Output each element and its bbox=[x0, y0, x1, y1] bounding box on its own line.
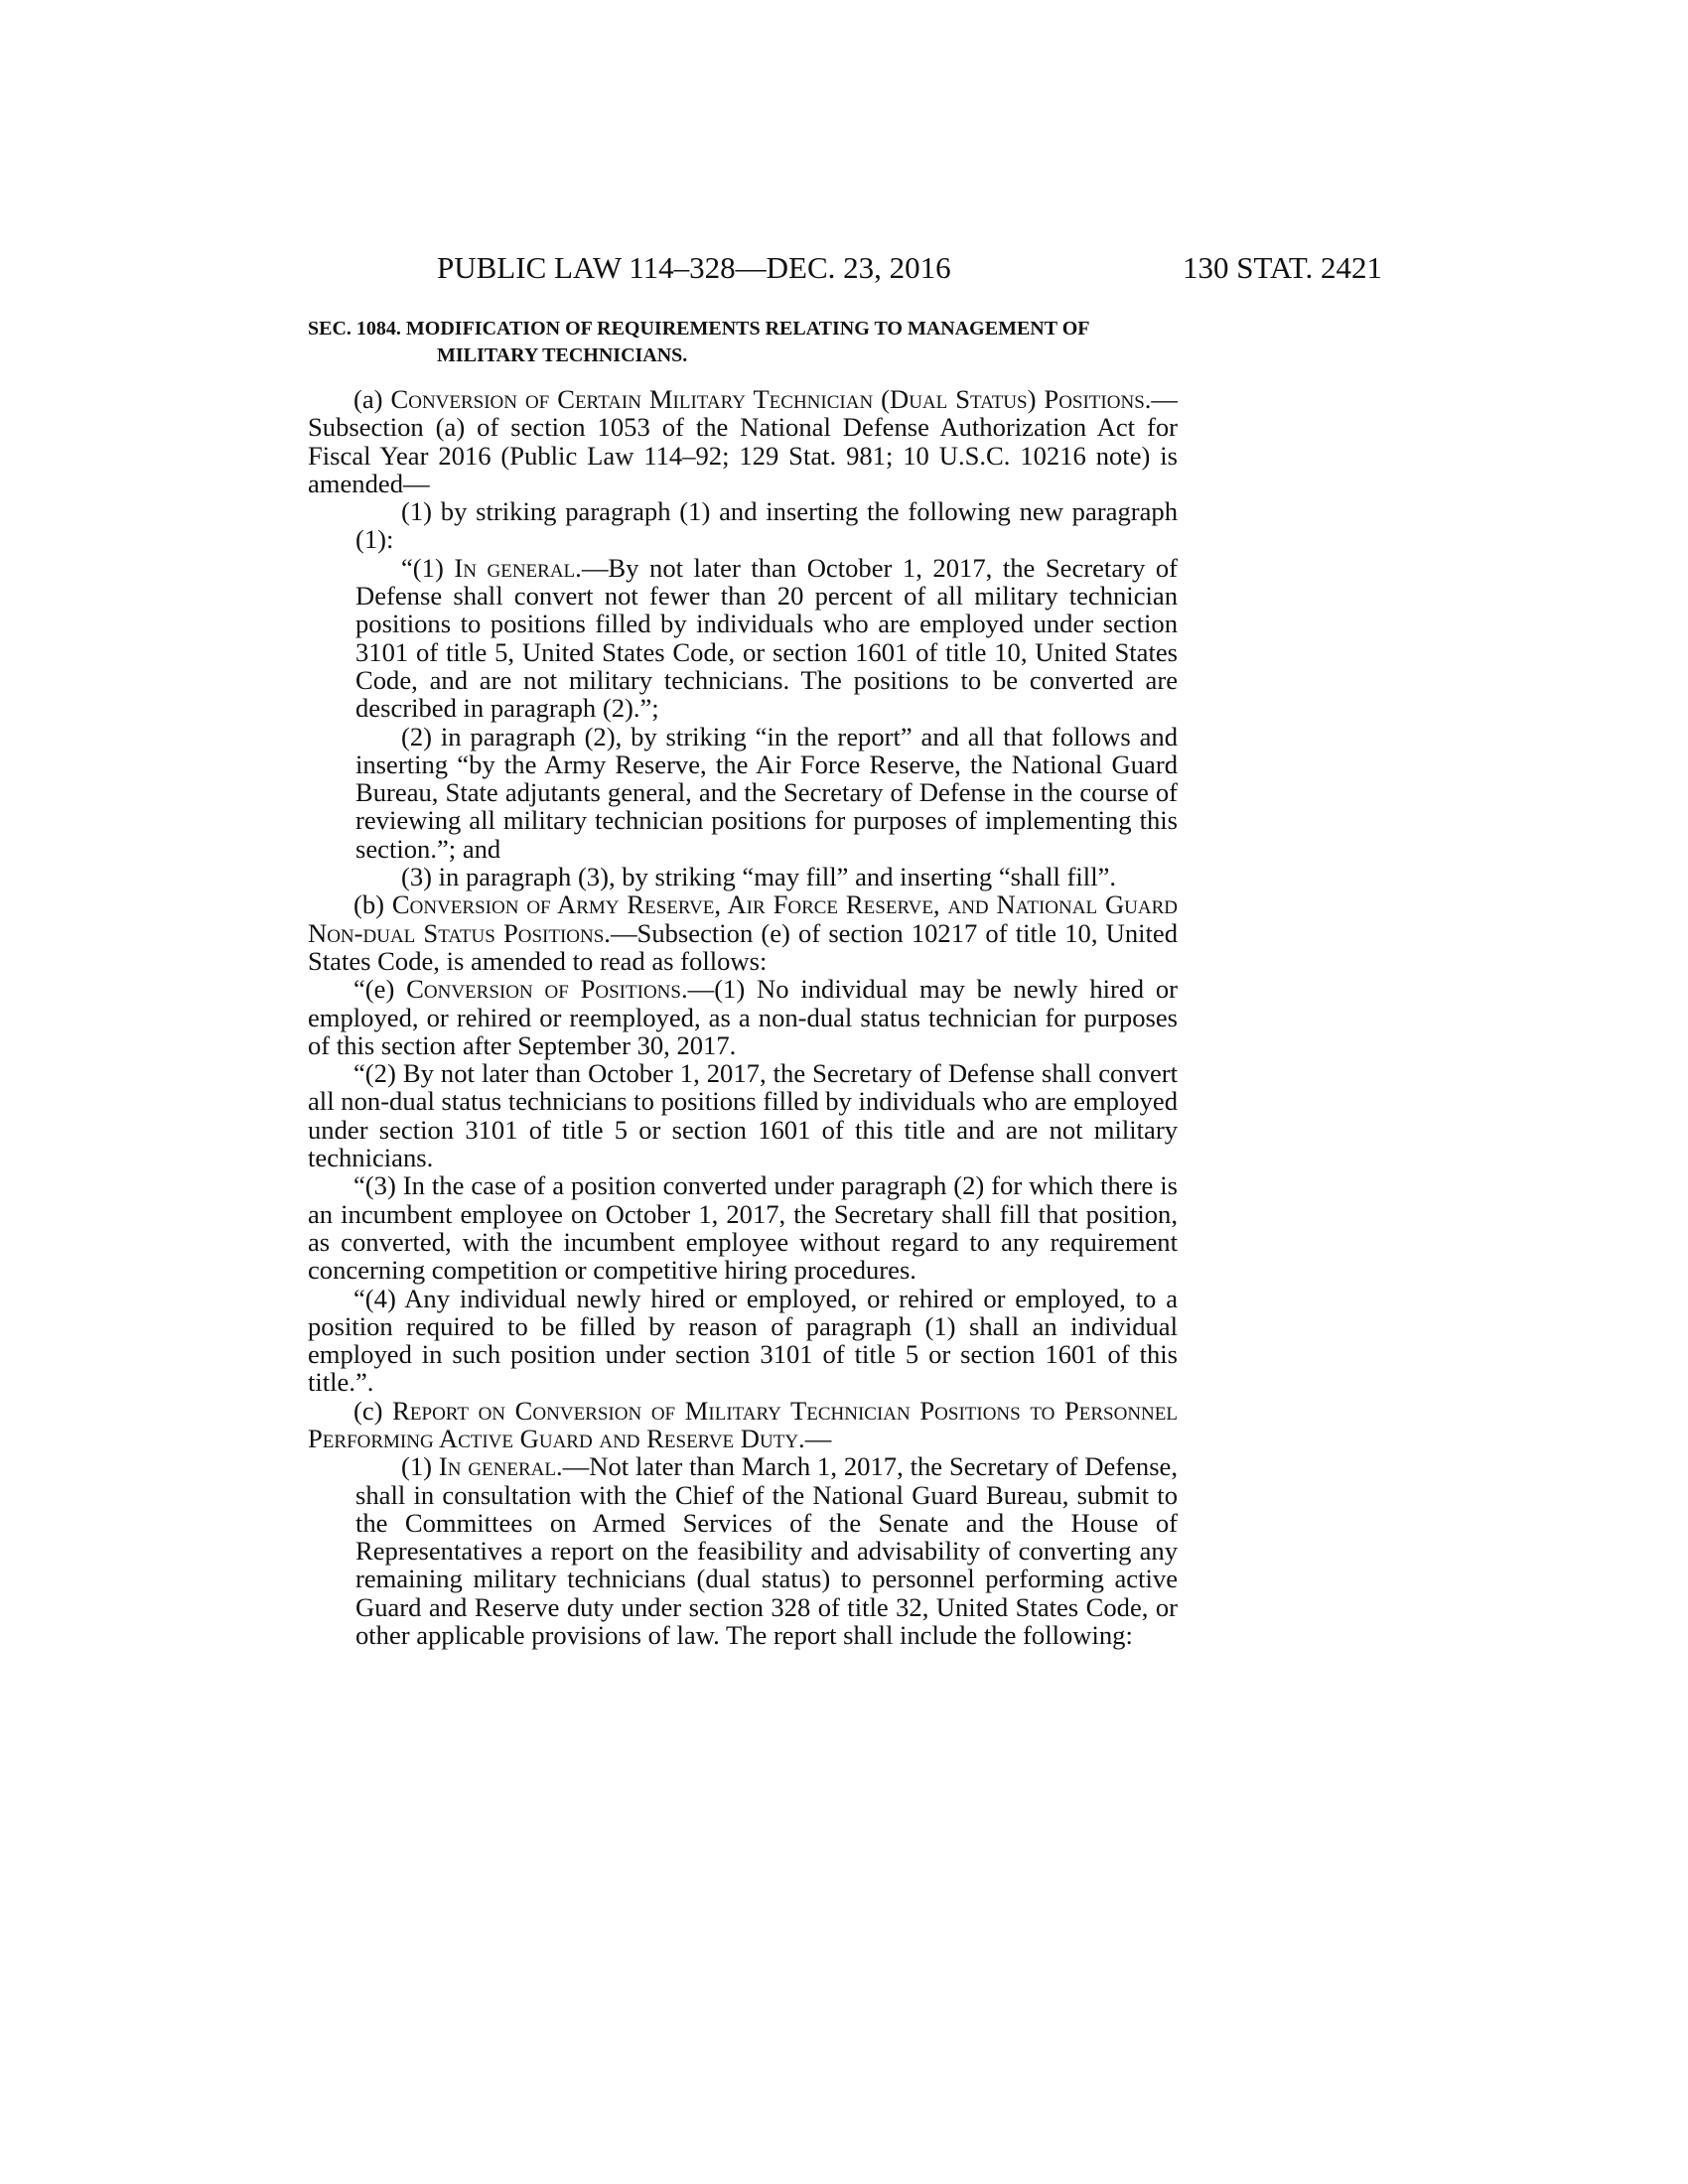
quoted-subsection-e-caption: Conversion of Positions. bbox=[406, 974, 688, 1005]
quoted-paragraph-e4: “(4) Any individual newly hired or employed, or rehired or employed, to a position required to be filled by reason of paragraph (1) shall an individual employed in such position under section 3101 of title 5 or section 1601 of this title.”. bbox=[308, 1283, 1178, 1398]
paragraph-a3: (3) in paragraph (3), by striking “may fill” and inserting “shall fill”. bbox=[401, 862, 1117, 892]
subsection-c bbox=[308, 1397, 1178, 1453]
subsection-c-label: (c) bbox=[353, 1395, 393, 1426]
subsection-a bbox=[308, 385, 1178, 497]
subsection-a-caption: Conversion of Certain Military Technician (Dual Status) Positions. bbox=[390, 384, 1152, 414]
subsection-a-text: —Subsection (a) of section 1053 of the National Defense Authorization Act for Fiscal Year 2016 (Public Law 114–92; 129 Stat. 981; 10 U.S.C. 10216 note) is amended— bbox=[308, 384, 1178, 498]
quoted-paragraph-e3: “(3) In the case of a position converted under paragraph (2) for which there is an incumbent employee on October 1, 2017, the Secretary shall fill that position, as converted, with the incumbent employee without regard to any requirement concerning competition or competitive hiring procedures. bbox=[308, 1170, 1178, 1286]
subsection-b-caption: Conversion of Army Reserve, Air Force Reserve, and National Guard Non-dual Status Positions. bbox=[308, 889, 1178, 948]
subsection-c-caption: Report on Conversion of Military Technician Positions to Personnel Performing Active Guard and Reserve Duty. bbox=[308, 1395, 1178, 1453]
paragraph-c1 bbox=[308, 1452, 1178, 1649]
quoted-paragraph-1-text: —By not later than October 1, 2017, the Secretary of Defense shall convert not fewer than 20 percent of all military technician positions to positions filled by individuals who are employed under section 3101 of title 5, United States Code, or section 1601 of title 10, United States Code, and are not military technicians. The positions to be converted are described in paragraph (2).”; bbox=[355, 552, 1178, 724]
subsection-b bbox=[308, 890, 1178, 975]
quoted-paragraph-1-caption: In general. bbox=[454, 552, 582, 583]
paragraph-a2: (2) in paragraph (2), by striking “in the report” and all that follows and inserting “by the Army Reserve, the Air Force Reserve, the National Guard Bureau, State adjutants general, and the Secretary of Defense in the course of reviewing all military technician positions for purposes of implementing this section.”; and bbox=[355, 721, 1178, 864]
subsection-b-label: (b) bbox=[353, 889, 392, 920]
subsection-b-text: —Subsection (e) of section 10217 of title 10, United States Code, is amended to read as follows: bbox=[308, 917, 1178, 976]
document-body bbox=[308, 316, 1178, 1649]
statute-page-number: 130 STAT. 2421 bbox=[1182, 250, 1382, 285]
subsection-c-text: — bbox=[804, 1423, 832, 1453]
paragraph-c1-caption: In general. bbox=[438, 1451, 563, 1482]
public-law-citation: PUBLIC LAW 114–328—DEC. 23, 2016 bbox=[437, 250, 951, 285]
paragraph-c1-label: (1) bbox=[401, 1451, 439, 1482]
running-header bbox=[437, 248, 1382, 288]
paragraph-c1-text: —Not later than March 1, 2017, the Secretary of Defense, shall in consultation with the Chief of the National Guard Bureau, submit to the Committees on Armed Services of the Senate and the House of Representatives a report on the feasibility and advisability of converting any remaining military technicians (dual status) to personnel performing active Guard and Reserve duty under section 328 of title 32, United States Code, or other applicable provisions of law. The report shall include the following: bbox=[355, 1451, 1179, 1651]
quoted-subsection-e-text: —(1) No individual may be newly hired or employed, or rehired or reemployed, as a non-dual status technician for purposes of this section after September 30, 2017. bbox=[308, 974, 1178, 1060]
subsection-a-label: (a) bbox=[353, 384, 391, 414]
quoted-paragraph-1-label: “(1) bbox=[401, 552, 455, 583]
section-heading: SEC. 1084. MODIFICATION OF REQUIREMENTS RELATING TO MANAGEMENT OF MILITARY TECHNICIANS. bbox=[308, 318, 1089, 366]
quoted-subsection-e-label: “(e) bbox=[353, 974, 407, 1005]
paragraph-a1: (1) by striking paragraph (1) and inserting the following new paragraph (1): bbox=[355, 496, 1178, 555]
quoted-subsection-e bbox=[308, 975, 1178, 1059]
quoted-paragraph-1 bbox=[308, 554, 1178, 723]
quoted-paragraph-e2: “(2) By not later than October 1, 2017, the Secretary of Defense shall convert all non-dual status technicians to positions filled by individuals who are employed under section 3101 of title 5 or section 1601 of this title and are not military technicians. bbox=[308, 1058, 1178, 1173]
